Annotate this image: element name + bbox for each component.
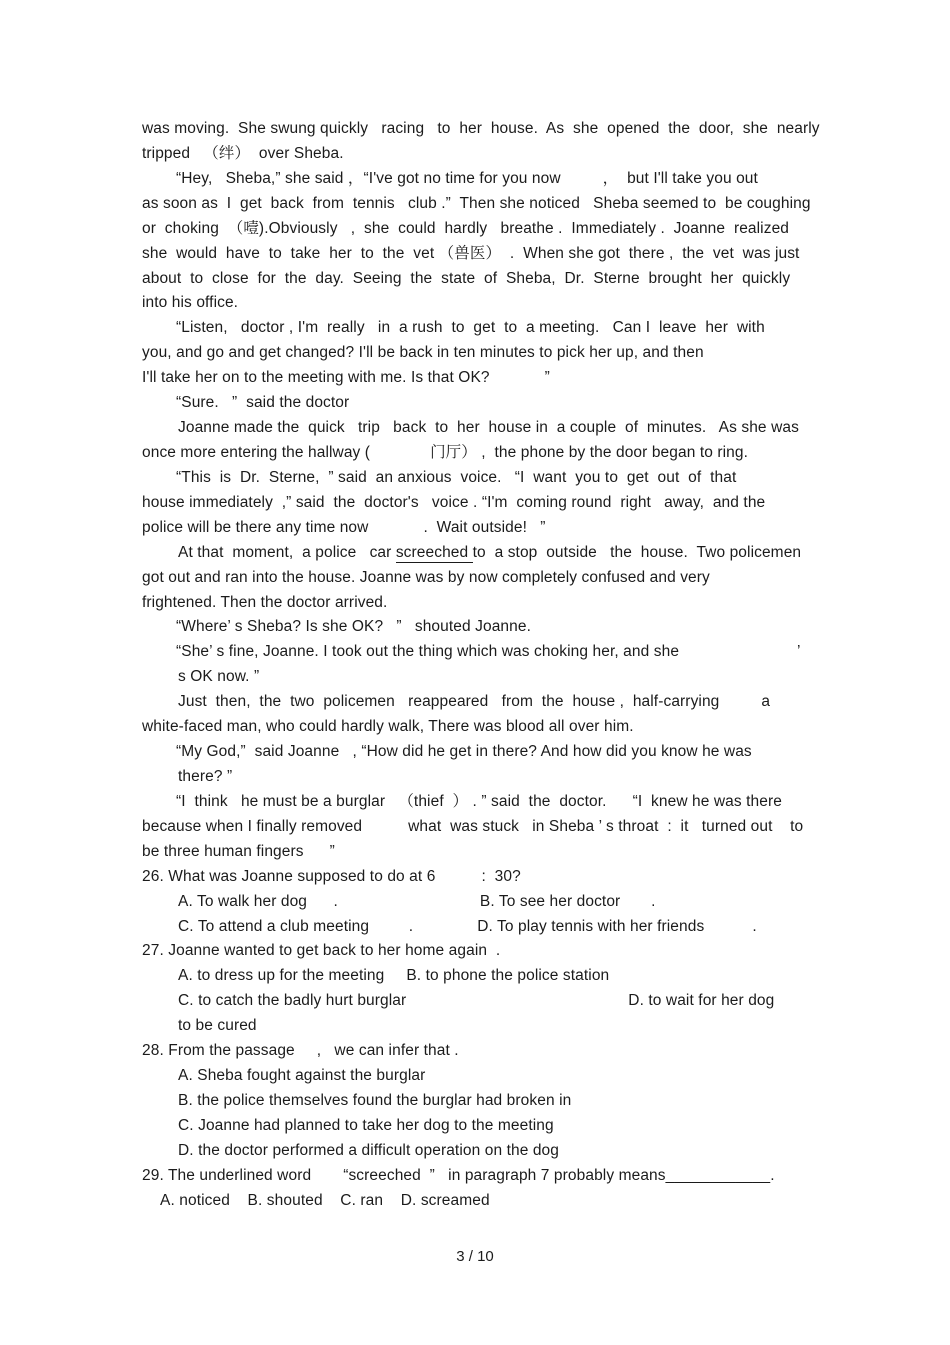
text-line: tripped （绊） over Sheba. [142, 144, 344, 162]
horizontal-gap [368, 531, 423, 532]
text-line: C. Joanne had planned to take her dog to the meeting [178, 1116, 554, 1134]
text-line: s OK now. ” [178, 668, 260, 686]
text-line: “She’ s fine, Joanne. I took out the thing which was choking her, and she ’ [176, 643, 801, 661]
text-line: white-faced man, who could hardly walk, There was blood all over him. [142, 718, 634, 736]
horizontal-gap [311, 1179, 343, 1180]
text-line: once more entering the hallway ( 门厅） , the phone by the door began to ring. [142, 443, 749, 461]
text-line: B. the police themselves found the burglar had broken in [178, 1091, 572, 1109]
text-line: “Hey, Sheba,” she said ，“I've got no time for you now ， but I'll take you out [176, 169, 758, 187]
horizontal-gap [304, 855, 330, 856]
underlined-word: screeched [395, 543, 473, 561]
text-line: was moving. She swung quickly racing to her house. As she opened the door, she nearly [142, 120, 820, 137]
text-line: as soon as I get back from tennis club .” Then she noticed Sheba seemed to be coughing [142, 194, 811, 212]
text-line: 29. The underlined word “screeched ” in paragraph 7 probably means____________. [142, 1166, 775, 1184]
text-line: frightened. Then the doctor arrived. [142, 593, 388, 611]
horizontal-gap [561, 182, 603, 183]
text-line: 26. What was Joanne supposed to do at 6 : 30? [142, 867, 521, 885]
horizontal-gap [370, 456, 430, 457]
text-line: “I think he must be a burglar （thief ） . ” said the doctor. “I knew he was there [176, 792, 782, 810]
text-line: C. To attend a club meeting . D. To play tennis with her friends . [178, 917, 757, 935]
text-line: I'll take her on to the meeting with me. Is that OK? ” [142, 369, 550, 387]
text-line: D. the doctor performed a difficult operation on the dog [178, 1141, 559, 1159]
horizontal-gap [679, 655, 797, 656]
passage-and-questions [142, 117, 820, 1214]
text-line: A. noticed B. shouted C. ran D. screamed [160, 1191, 490, 1209]
text-line: At that moment, a police car screeched to a stop outside the house. Two policemen [178, 543, 802, 561]
text-line: A. To walk her dog . B. To see her doctor . [178, 892, 656, 910]
text-line: A. to dress up for the meeting B. to phone the police station [178, 967, 610, 985]
text-line: “Where’ s Sheba? Is she OK? ” shouted Joanne. [176, 618, 531, 636]
horizontal-gap [435, 880, 481, 881]
text-line: you, and go and get changed? I'll be back in ten minutes to pick her up, and then [142, 344, 704, 362]
horizontal-gap [338, 905, 480, 906]
text-line: got out and ran into the house. Joanne was by now completely confused and very [142, 568, 710, 586]
text-line: 27. Joanne wanted to get back to her home again . [142, 942, 501, 960]
text-line: Just then, the two policemen reappeared from the house , half-carrying a [178, 693, 771, 711]
text-line: or choking （噎).Obviously , she could hardly breathe . Immediately . Joanne realized [142, 219, 790, 237]
text-line: Joanne made the quick trip back to her house in a couple of minutes. As she was [178, 419, 799, 437]
text-line: house immediately ,” said the doctor's voice . “I'm coming round right away, and the [142, 493, 766, 511]
text-line: to be cured [178, 1017, 257, 1035]
text-line: 28. From the passage , we can infer that . [142, 1042, 459, 1060]
text-line: C. to catch the badly hurt burglar D. to wait for her dog [178, 992, 775, 1010]
text-line: into his office. [142, 294, 239, 312]
text-line: A. Sheba fought against the burglar [178, 1067, 426, 1085]
text-line: she would have to take her to the vet （兽医） . When she got there , the vet was just [142, 244, 800, 262]
text-line: about to close for the day. Seeing the state of Sheba, Dr. Sterne brought her quickly [142, 269, 791, 287]
horizontal-gap [704, 930, 752, 931]
horizontal-gap [362, 830, 408, 831]
horizontal-gap [719, 705, 761, 706]
text-line: “Sure. ” said the doctor [176, 394, 350, 412]
page-number: 3 / 10 [456, 1248, 494, 1265]
text-line: “Listen, doctor , I'm really in a rush to get to a meeting. Can I leave her with [176, 319, 765, 337]
text-line: be three human fingers ” [142, 842, 335, 860]
horizontal-gap [406, 1004, 628, 1005]
horizontal-gap [607, 805, 633, 806]
horizontal-gap [490, 381, 545, 382]
horizontal-gap [413, 930, 477, 931]
text-line: “This is Dr. Sterne, ” said an anxious voice. “I want you to get out of that [176, 468, 737, 486]
text-line: “My God,” said Joanne , “How did he get in there? And how did you know he was [176, 743, 752, 761]
text-line: because when I finally removed what was stuck in Sheba ’ s throat : it turned out to [142, 817, 804, 835]
text-line: there? ” [178, 767, 233, 785]
text-line: police will be there any time now . Wait outside! ” [142, 518, 546, 536]
